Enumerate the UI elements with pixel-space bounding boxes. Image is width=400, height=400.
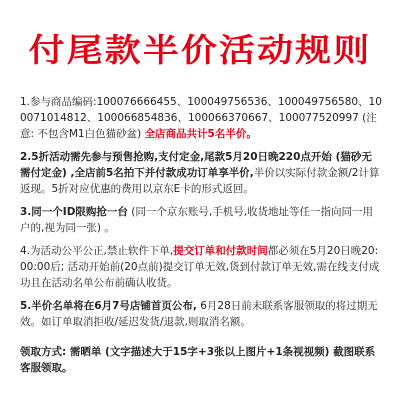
page-title: 付尾款半价活动规则 [28,31,372,69]
rule-4-after: 都必须在5月20日晚20:00:00后; 活动开始前(20点前)提交订单无效,货到付款订单无效,需在线支付成功且在活动名单公布前确认收货。 [20,245,380,289]
rule-5 [20,298,382,330]
rule-2-text: 半价以实际付款金额/2计算返现。5折对应优惠的费用以京东E卡的形式返回。 [20,167,380,195]
rule-4-before: 4.为活动公平公正,禁止软件下单, [20,245,174,257]
rule-3-bold: 3.同一个ID限购抢一台 [20,206,128,218]
rule-2 [20,149,382,197]
rule-1-highlight: 全店商品共计5名半价。 [144,128,257,140]
claim-method: 领取方式: 需晒单 (文字描述大于15字+3张以上图片+1条视视频) 截图联系客服领取。 [20,346,376,374]
rule-3 [20,204,382,236]
rule-4 [20,243,382,291]
rule-1-note: (注意: 不包含M1白色猫砂盆) [20,112,377,140]
rule-2-bold: 2.5折活动需先参与预售抢购,支付定金,尾款5月20日晚220点开始 (猫砂无需付定金) ,全店前5名拍下并付款成功订单享半价, [20,151,372,179]
rule-4-highlight: 提交订单和付款时间 [173,245,268,257]
rule-1-prefix: 1.参与商品编码: [20,96,97,108]
rule-5-text: 6月28日前未联系客服领取的将过期无效。如订单取消拒收/延迟发货/退款,则取消名额。 [20,300,378,328]
rule-5-bold: 5.半价名单将在6月7号店铺首页公布, [20,300,197,312]
rule-1-codes: 100076666455、100049756536、100049756580、100071014812、100066854836、100066370667、100077520997 [20,96,382,124]
rules-body [20,94,382,383]
rule-3-text: (同一个京东账号,手机号,收货地址等任一指向同一用户的,视为同一张) 。 [20,206,374,234]
rule-1 [20,94,382,142]
